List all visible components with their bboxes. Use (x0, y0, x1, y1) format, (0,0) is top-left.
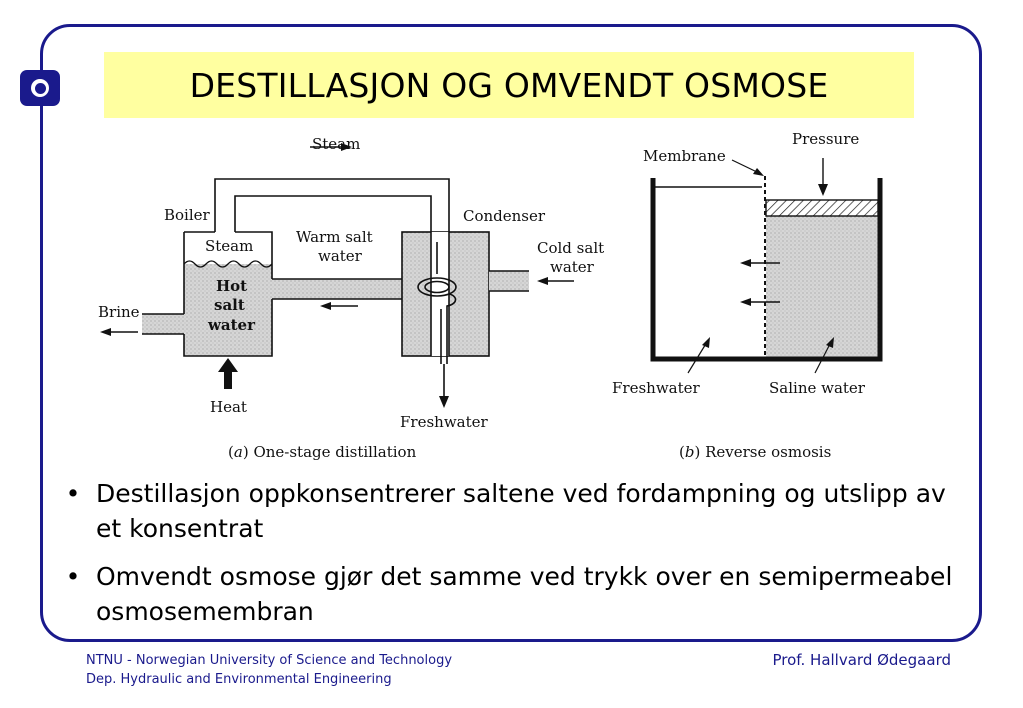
bullet-marker: • (65, 562, 81, 591)
label-freshwater-b: Freshwater (612, 379, 700, 397)
bullet-item (58, 559, 958, 629)
bullet-text: Omvendt osmose gjør det samme ved trykk over en semipermeabel osmosemembran (96, 562, 953, 626)
caption-a-letter: a (233, 443, 243, 461)
label-membrane: Membrane (643, 147, 726, 165)
label-warm-salt-1: Warm salt (296, 228, 373, 246)
footer-institution (86, 651, 452, 689)
label-water: water (208, 316, 256, 334)
label-warm-salt-2: water (318, 247, 362, 265)
label-boiler: Boiler (164, 206, 210, 224)
caption-b-letter: b (684, 443, 695, 461)
footer-line-2: Dep. Hydraulic and Environmental Engineering (86, 672, 392, 687)
footer-author: Prof. Hallvard Ødegaard (772, 651, 951, 669)
caption-b: (b) Reverse osmosis (679, 443, 832, 461)
label-cold-salt-2: water (550, 258, 594, 276)
saline-water (766, 216, 878, 357)
label-heat: Heat (210, 398, 247, 416)
distillation-diagram (98, 135, 604, 461)
bullet-text: Destillasjon oppkonsentrerer saltene ved fordampning og utslipp av et konsentrat (96, 479, 946, 543)
bullet-item (58, 476, 958, 546)
label-steam-top: Steam (312, 135, 361, 153)
piston (766, 200, 878, 216)
slide-title: DESTILLASJON OG OMVENDT OSMOSE (189, 65, 829, 105)
label-saline-water: Saline water (769, 379, 865, 397)
label-steam-inner: Steam (205, 237, 254, 255)
figure-diagram (90, 124, 920, 469)
bullet-marker: • (65, 479, 81, 508)
reverse-osmosis-diagram (612, 130, 880, 461)
ntnu-logo-icon (20, 70, 60, 106)
caption-a: (a) One-stage distillation (228, 443, 417, 461)
label-pressure: Pressure (792, 130, 860, 148)
caption-a-text: One-stage distillation (253, 443, 417, 461)
label-salt: salt (214, 296, 245, 314)
title-box (104, 52, 914, 118)
label-condenser: Condenser (463, 207, 546, 225)
bullet-list (58, 476, 958, 642)
footer-line-1: NTNU - Norwegian University of Science and Technology (86, 653, 453, 668)
label-freshwater-a: Freshwater (400, 413, 488, 431)
label-hot: Hot (216, 277, 248, 295)
caption-b-text: Reverse osmosis (705, 443, 832, 461)
label-brine: Brine (98, 303, 140, 321)
label-cold-salt-1: Cold salt (537, 239, 605, 257)
